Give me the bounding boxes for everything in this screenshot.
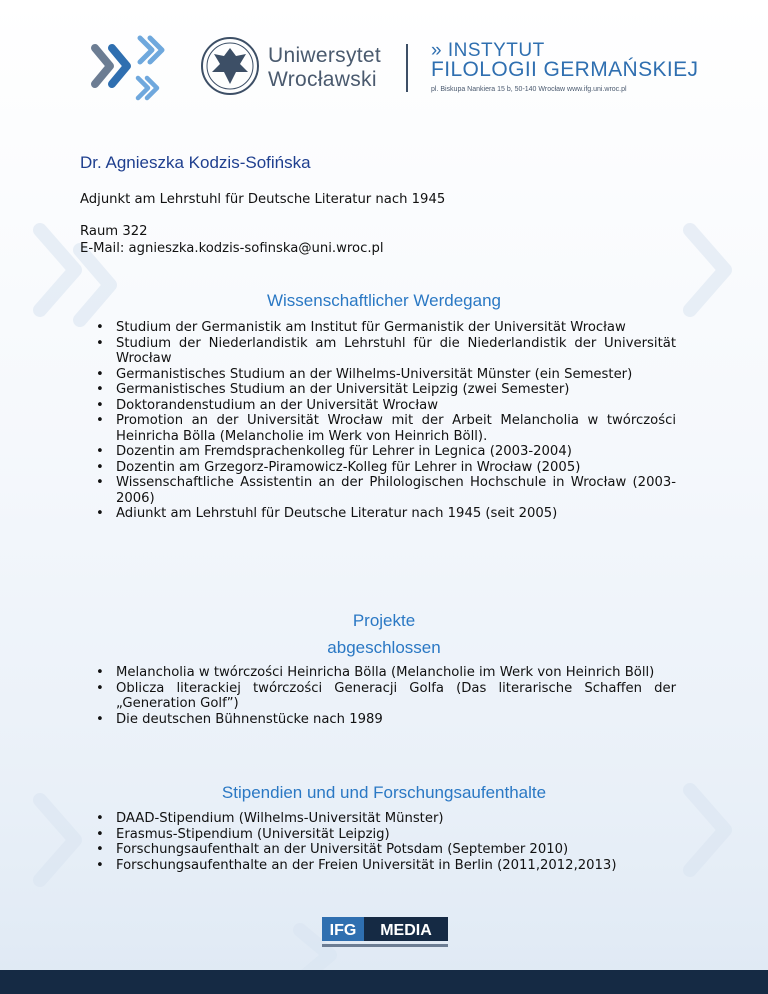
list-item: • Germanistisches Studium an der Universität Leipzig (zwei Semester) <box>116 382 676 398</box>
university-name: Uniwersytet Wrocławski <box>268 44 381 91</box>
person-position: Adjunkt am Lehrstuhl für Deutsche Literatur nach 1945 <box>80 192 446 207</box>
projects-heading: Projekte <box>352 611 416 630</box>
list-item: • Wissenschaftliche Assistentin an der Philologischen Hochschule in Wrocław (2003-2006) <box>116 475 676 506</box>
person-email[interactable]: E-Mail: agnieszka.kodzis-sofinska@uni.wroc.pl <box>80 241 384 256</box>
university-seal-icon <box>202 38 258 94</box>
grants-heading: Stipendien und und Forschungsaufenthalte <box>221 783 547 802</box>
projects-list <box>116 665 676 727</box>
list-item: • Oblicza literackiej twórczości Generacji Golfa (Das literarische Schaffen der „Generation Golf”) <box>116 681 676 712</box>
ifg-media-logo <box>322 913 448 953</box>
person-room: Raum 322 <box>80 224 148 239</box>
list-item: • Adiunkt am Lehrstuhl für Deutsche Literatur nach 1945 (seit 2005) <box>116 506 676 522</box>
grants-list <box>116 811 676 873</box>
footer-band <box>0 970 768 994</box>
list-item: • Dozentin am Fremdsprachenkolleg für Lehrer in Legnica (2003-2004) <box>116 444 676 460</box>
institute-label: » INSTYTUT <box>431 40 545 61</box>
institute-address: pl. Biskupa Nankiera 15 b, 50-140 Wrocław www.ifg.uni.wroc.pl <box>431 86 627 93</box>
list-item: • Studium der Niederlandistik am Lehrstuhl für die Niederlandistik der Universität Wrocław <box>116 336 676 367</box>
media-logo-text: MEDIA <box>380 922 432 939</box>
list-item: • Forschungsaufenthalt an der Universität Potsdam (September 2010) <box>116 842 676 858</box>
list-item: • DAAD-Stipendium (Wilhelms-Universität Münster) <box>116 811 676 827</box>
career-heading: Wissenschaftlicher Werdegang <box>266 291 501 310</box>
projects-subheading: abgeschlossen <box>327 638 441 657</box>
list-item: • Promotion an der Universität Wrocław mit der Arbeit Melancholia w twórczości Heinricha Bölla (Melancholie im Werk von Heinrich Böll). <box>116 413 676 444</box>
list-item: • Germanistisches Studium an der Wilhelms-Universität Münster (ein Semester) <box>116 367 676 383</box>
list-item: • Erasmus-Stipendium (Universität Leipzig) <box>116 827 676 843</box>
list-item: • Dozentin am Grzegorz-Piramowicz-Kolleg für Lehrer in Wrocław (2005) <box>116 460 676 476</box>
header-divider <box>406 44 408 92</box>
letterhead <box>0 0 768 130</box>
list-item: • Forschungsaufenthalte an der Freien Universität in Berlin (2011,2012,2013) <box>116 858 676 874</box>
career-list <box>116 320 676 522</box>
ifg-logo-text: IFG <box>329 922 357 939</box>
list-item: • Die deutschen Bühnenstücke nach 1989 <box>116 712 676 728</box>
list-item: • Studium der Germanistik am Institut für Germanistik der Universität Wrocław <box>116 320 676 336</box>
person-name: Dr. Agnieszka Kodzis-Sofińska <box>80 153 311 172</box>
institute-name: FILOLOGII GERMAŃSKIEJ <box>431 58 699 81</box>
list-item: • Doktorandenstudium an der Universität Wrocław <box>116 398 676 414</box>
list-item: • Melancholia w twórczości Heinricha Bölla (Melancholie im Werk von Heinrich Böll) <box>116 665 676 681</box>
